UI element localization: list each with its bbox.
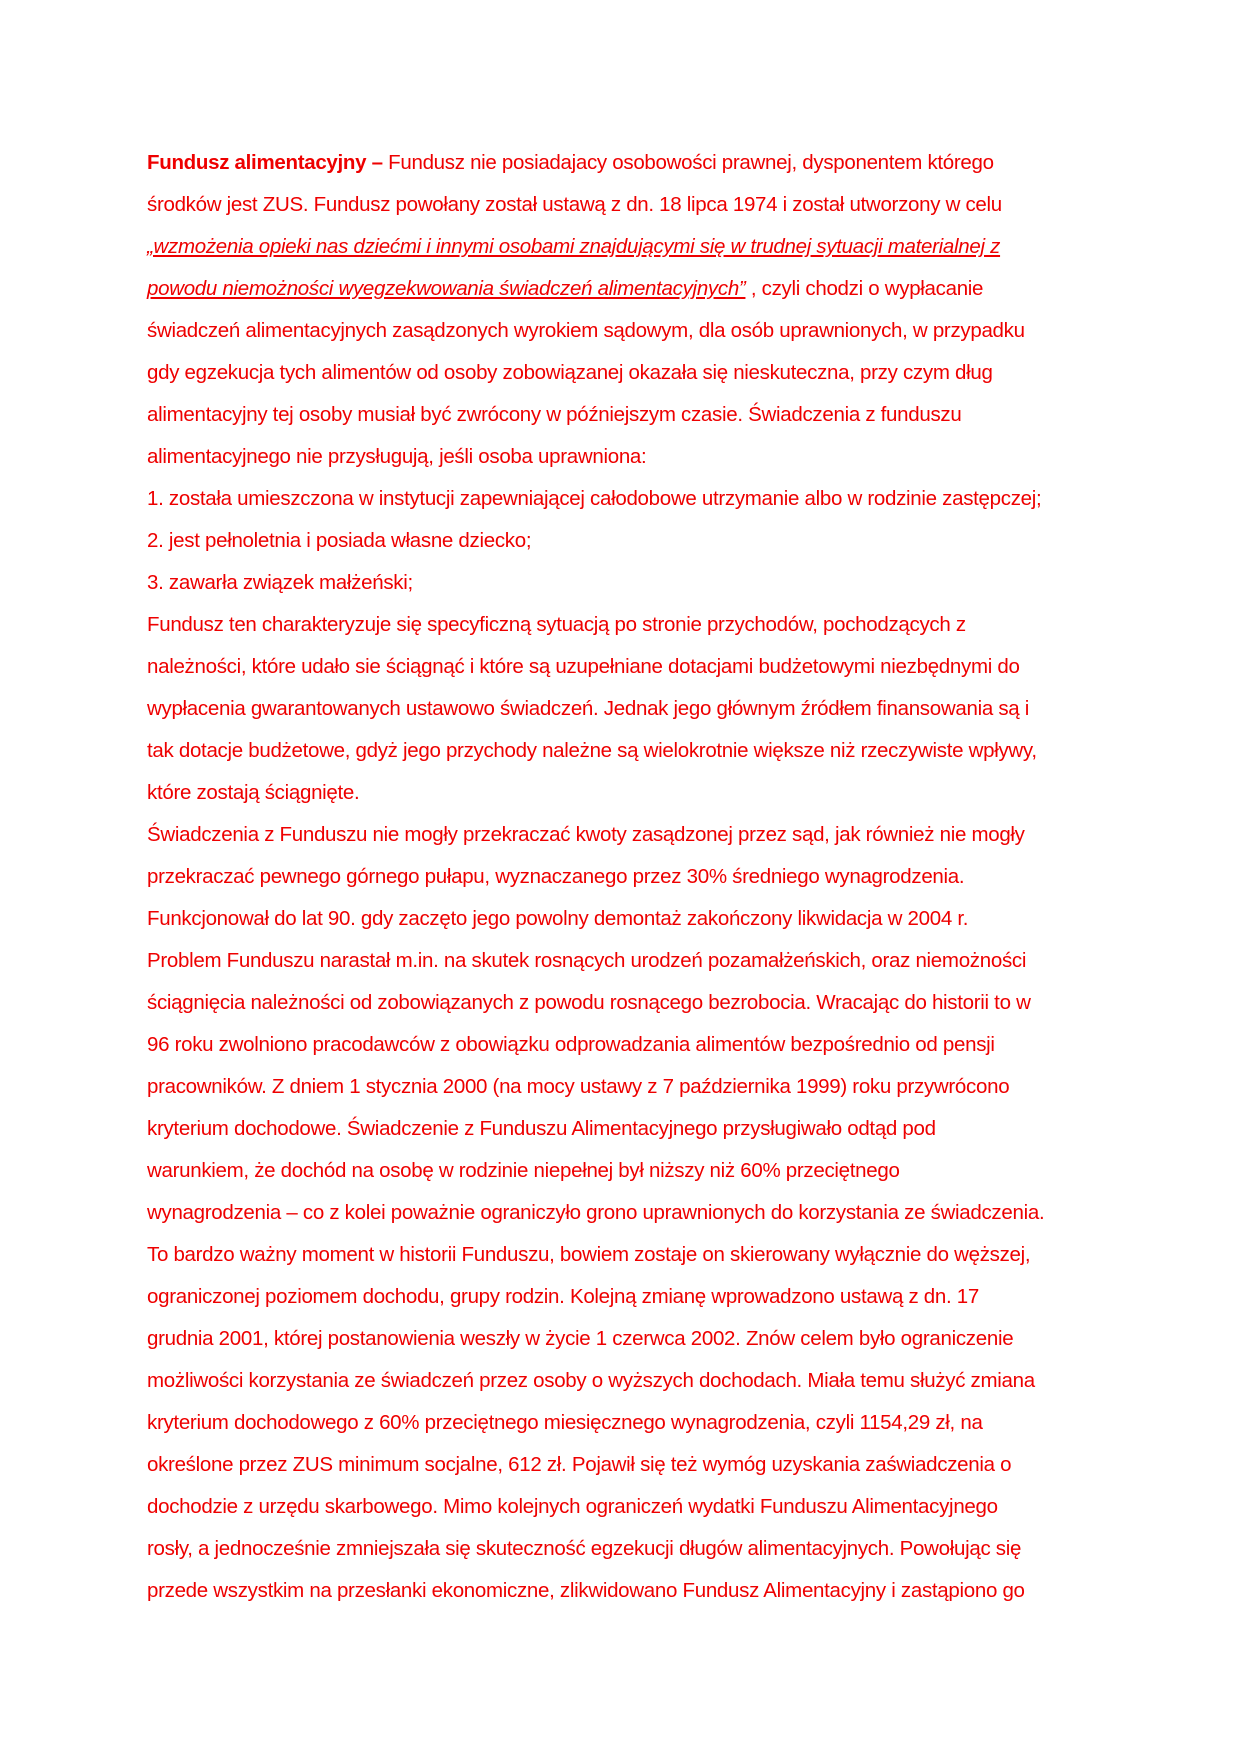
text-line [147,1066,1097,1108]
text-line [147,184,1097,226]
text-line [147,1570,1097,1612]
text-segment: należności, które udało sie ściągnąć i które są uzupełniane dotacjami budżetowymi niezbędnymi do [147,655,1020,678]
text-segment: środków jest ZUS. Fundusz powołany został ustawą z dn. 18 lipca 1974 i został utworzony w celu [147,193,1002,216]
text-line [147,1360,1097,1402]
text-segment: gdy egzekucja tych alimentów od osoby zobowiązanej okazała się nieskuteczna, przy czym dług [147,361,993,384]
text-segment: 3. zawarła związek małżeński; [147,571,413,594]
text-segment: 2. jest pełnoletnia i posiada własne dziecko; [147,529,532,552]
text-segment: Fundusz ten charakteryzuje się specyficzną sytuacją po stronie przychodów, pochodzących z [147,613,966,636]
text-segment: ograniczonej poziomem dochodu, grupy rodzin. Kolejną zmianę wprowadzono ustawą z dn. 17 [147,1285,979,1308]
text-line [147,268,1097,310]
text-line [147,352,1097,394]
text-line [147,730,1097,772]
term-heading: Fundusz alimentacyjny – [147,151,383,174]
text-segment: To bardzo ważny moment w historii Funduszu, bowiem zostaje on skierowany wyłącznie do węższej, [147,1243,1031,1266]
text-segment: alimentacyjnego nie przysługują, jeśli osoba uprawniona: [147,445,647,468]
text-line [147,940,1097,982]
text-segment: , czyli chodzi o wypłacanie [745,277,984,300]
text-line [147,1024,1097,1066]
text-line [147,562,1097,604]
text-line [147,436,1097,478]
text-line [147,1318,1097,1360]
text-segment: wynagrodzenia – co z kolei poważnie ograniczyło grono uprawnionych do korzystania ze świadczenia. [147,1201,1045,1224]
text-line [147,1444,1097,1486]
quoted-text: powodu niemożności wyegzekwowania świadczeń alimentacyjnych” [147,277,746,300]
text-segment: świadczeń alimentacyjnych zasądzonych wyrokiem sądowym, dla osób uprawnionych, w przypadku [147,319,1025,342]
text-line [147,772,1097,814]
text-line [147,520,1097,562]
text-line [147,226,1097,268]
text-segment: Fundusz nie posiadajacy osobowości prawnej, dysponentem którego [382,151,994,174]
text-line [147,604,1097,646]
text-segment: kryterium dochodowe. Świadczenie z Funduszu Alimentacyjnego przysługiwało odtąd pod [147,1117,936,1140]
text-segment: 1. została umieszczona w instytucji zapewniającej całodobowe utrzymanie albo w rodzinie zastępczej; [147,487,1042,510]
text-segment: wypłacenia gwarantowanych ustawowo świadczeń. Jednak jego głównym źródłem finansowania są i [147,697,1030,720]
text-line [147,1528,1097,1570]
text-segment: przede wszystkim na przesłanki ekonomiczne, zlikwidowano Fundusz Alimentacyjny i zastąpiono go [147,1579,1025,1602]
text-segment: rosły, a jednocześnie zmniejszała się skuteczność egzekucji długów alimentacyjnych. Powołując się [147,1537,1022,1560]
text-segment: grudnia 2001, której postanowienia weszły w życie 1 czerwca 2002. Znów celem było ograniczenie [147,1327,1014,1350]
text-line [147,1276,1097,1318]
text-line [147,478,1097,520]
text-segment: Świadczenia z Funduszu nie mogły przekraczać kwoty zasądzonej przez sąd, jak również nie mogły [147,823,1025,846]
text-segment: określone przez ZUS minimum socjalne, 612 zł. Pojawił się też wymóg uzyskania zaświadczenia o [147,1453,1012,1476]
text-segment: kryterium dochodowego z 60% przeciętnego miesięcznego wynagrodzenia, czyli 1154,29 zł, na [147,1411,983,1434]
text-line [147,982,1097,1024]
text-line [147,856,1097,898]
text-line [147,814,1097,856]
text-segment: Problem Funduszu narastał m.in. na skutek rosnących urodzeń pozamałżeńskich, oraz niemożności [147,949,1027,972]
text-line [147,1402,1097,1444]
text-segment: alimentacyjny tej osoby musiał być zwrócony w późniejszym czasie. Świadczenia z funduszu [147,403,962,426]
text-line [147,142,1097,184]
text-line [147,1486,1097,1528]
text-segment: które zostają ściągnięte. [147,781,360,804]
text-line [147,1150,1097,1192]
text-segment: pracowników. Z dniem 1 stycznia 2000 (na mocy ustawy z 7 października 1999) roku przywrócono [147,1075,1010,1098]
quoted-text: „wzmożenia opieki nas dziećmi i innymi osobami znajdującymi się w trudnej sytuacji materialnej z [147,235,1001,258]
text-line [147,394,1097,436]
text-line [147,1108,1097,1150]
text-segment: tak dotacje budżetowe, gdyż jego przychody należne są wielokrotnie większe niż rzeczywiste wpływy, [147,739,1037,762]
text-line [147,646,1097,688]
text-segment: 96 roku zwolniono pracodawców z obowiązku odprowadzania alimentów bezpośrednio od pensji [147,1033,995,1056]
text-segment: przekraczać pewnego górnego pułapu, wyznaczanego przez 30% średniego wynagrodzenia. [147,865,965,888]
text-line [147,1234,1097,1276]
text-line [147,898,1097,940]
text-line [147,310,1097,352]
document-body [147,142,1097,1612]
text-segment: dochodzie z urzędu skarbowego. Mimo kolejnych ograniczeń wydatki Funduszu Alimentacyjnego [147,1495,998,1518]
text-line [147,1192,1097,1234]
text-segment: ściągnięcia należności od zobowiązanych z powodu rosnącego bezrobocia. Wracając do historii to w [147,991,1031,1014]
text-segment: możliwości korzystania ze świadczeń przez osoby o wyższych dochodach. Miała temu służyć zmiana [147,1369,1035,1392]
text-segment: warunkiem, że dochód na osobę w rodzinie niepełnej był niższy niż 60% przeciętnego [147,1159,900,1182]
text-segment: Funkcjonował do lat 90. gdy zaczęto jego powolny demontaż zakończony likwidacja w 2004 r. [147,907,969,930]
text-line [147,688,1097,730]
